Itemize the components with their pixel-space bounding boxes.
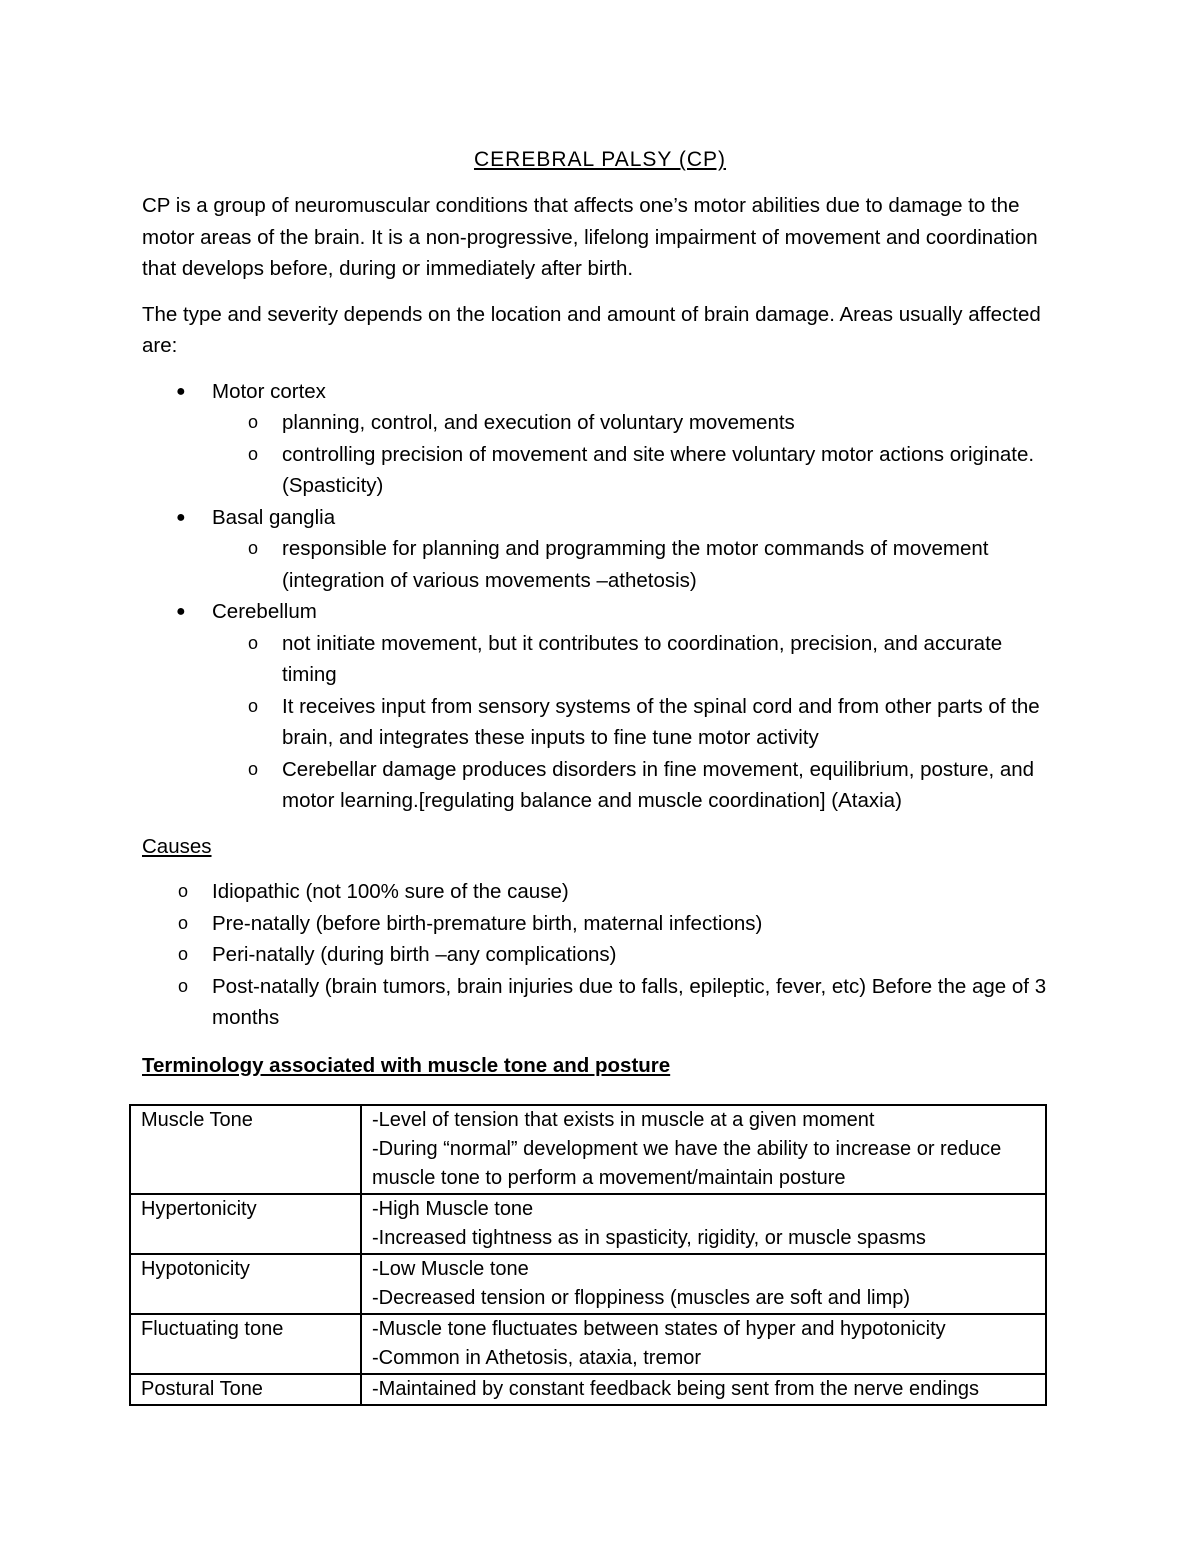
term-cell: Hypotonicity — [130, 1254, 361, 1314]
area-item-basal-ganglia — [142, 502, 1058, 597]
terminology-table — [129, 1104, 1047, 1406]
list-item: o responsible for planning and programming the motor commands of movement (integration of various movements –athetosis) — [212, 533, 1058, 596]
definition-line: -Increased tightness as in spasticity, rigidity, or muscle spasms — [372, 1227, 926, 1249]
document-title: CEREBRAL PALSY (CP) — [473, 148, 727, 171]
affected-areas-list — [142, 376, 1058, 817]
area-item-motor-cortex — [142, 376, 1058, 502]
table-row — [130, 1314, 1046, 1374]
definition-line: -Low Muscle tone — [372, 1258, 529, 1280]
area-name: Cerebellum — [212, 600, 317, 623]
term-cell: Hypertonicity — [130, 1194, 361, 1254]
area-name: Motor cortex — [212, 379, 326, 403]
sub-bullet-icon: o — [178, 944, 189, 964]
definition-line: -Decreased tension or floppiness (muscles are soft and limp) — [372, 1287, 911, 1309]
area-points — [212, 407, 1058, 502]
definition-line: -Common in Athetosis, ataxia, tremor — [372, 1347, 702, 1369]
list-item: o controlling precision of movement and site where voluntary motor actions originate. (Spasticity) — [212, 439, 1058, 502]
sub-bullet-icon: o — [178, 912, 189, 933]
sub-bullet-icon: o — [248, 695, 259, 716]
list-item: o planning, control, and execution of voluntary movements — [212, 407, 1058, 439]
area-points — [212, 628, 1058, 817]
list-item: o Idiopathic (not 100% sure of the cause) — [142, 876, 1058, 908]
terminology-heading: Terminology associated with muscle tone and posture — [142, 1053, 671, 1077]
document-page — [142, 140, 1058, 1093]
intro-paragraph: CP is a group of neuromuscular conditions that affects one’s motor abilities due to damage to the motor areas of the brain. It is a non-progressive, lifelong impairment of movement and coordination that develops before, during or immediately after birth. — [142, 194, 1038, 280]
definition-cell — [361, 1194, 1046, 1254]
table-row — [130, 1374, 1046, 1405]
table-row — [130, 1194, 1046, 1254]
definition-line: -Level of tension that exists in muscle at a given moment — [372, 1109, 875, 1131]
list-item: o Peri-natally (during birth –any complications) — [142, 939, 1058, 971]
term-cell: Muscle Tone — [130, 1105, 361, 1194]
sub-bullet-icon: o — [178, 975, 189, 996]
term-cell: Fluctuating tone — [130, 1314, 361, 1374]
definition-line: -Maintained by constant feedback being sent from the nerve endings — [372, 1378, 980, 1400]
causes-heading: Causes — [142, 834, 212, 858]
list-item: o Pre-natally (before birth-premature birth, maternal infections) — [142, 908, 1058, 940]
sub-bullet-icon: o — [178, 881, 189, 901]
term-cell: Postural Tone — [130, 1374, 361, 1405]
definition-cell — [361, 1374, 1046, 1405]
table-row — [130, 1105, 1046, 1194]
list-item: o Post-natally (brain tumors, brain injuries due to falls, epileptic, fever, etc) Before the age of 3 months — [142, 971, 1058, 1034]
definition-line: -During “normal” development we have the ability to increase or reduce muscle tone to perform a movement/maintain posture — [372, 1138, 1002, 1189]
sub-bullet-icon: o — [248, 632, 259, 653]
definition-line: -High Muscle tone — [372, 1198, 534, 1220]
list-item: o not initiate movement, but it contributes to coordination, precision, and accurate timing — [212, 628, 1058, 691]
sub-bullet-icon: o — [248, 412, 259, 432]
definition-cell — [361, 1254, 1046, 1314]
sub-bullet-icon: o — [248, 443, 259, 464]
area-points — [212, 533, 1058, 596]
area-item-cerebellum — [142, 596, 1058, 817]
bullet-icon: ● — [176, 508, 186, 526]
bullet-icon: ● — [176, 382, 186, 400]
type-severity-paragraph: The type and severity depends on the location and amount of brain damage. Areas usually affected are: — [142, 302, 1041, 357]
bullet-icon: ● — [176, 603, 186, 620]
list-item: o It receives input from sensory systems of the spinal cord and from other parts of the brain, and integrates these inputs to fine tune motor activity — [212, 691, 1058, 754]
sub-bullet-icon: o — [248, 758, 259, 779]
list-item: o Cerebellar damage produces disorders in fine movement, equilibrium, posture, and motor learning.[regulating balance and muscle coordination] (Ataxia) — [212, 754, 1058, 817]
area-name: Basal ganglia — [212, 505, 336, 529]
sub-bullet-icon: o — [248, 538, 259, 558]
definition-cell — [361, 1105, 1046, 1194]
definition-line: -Muscle tone fluctuates between states of hyper and hypotonicity — [372, 1318, 946, 1340]
table-row — [130, 1254, 1046, 1314]
causes-list — [142, 876, 1058, 1034]
definition-cell — [361, 1314, 1046, 1374]
